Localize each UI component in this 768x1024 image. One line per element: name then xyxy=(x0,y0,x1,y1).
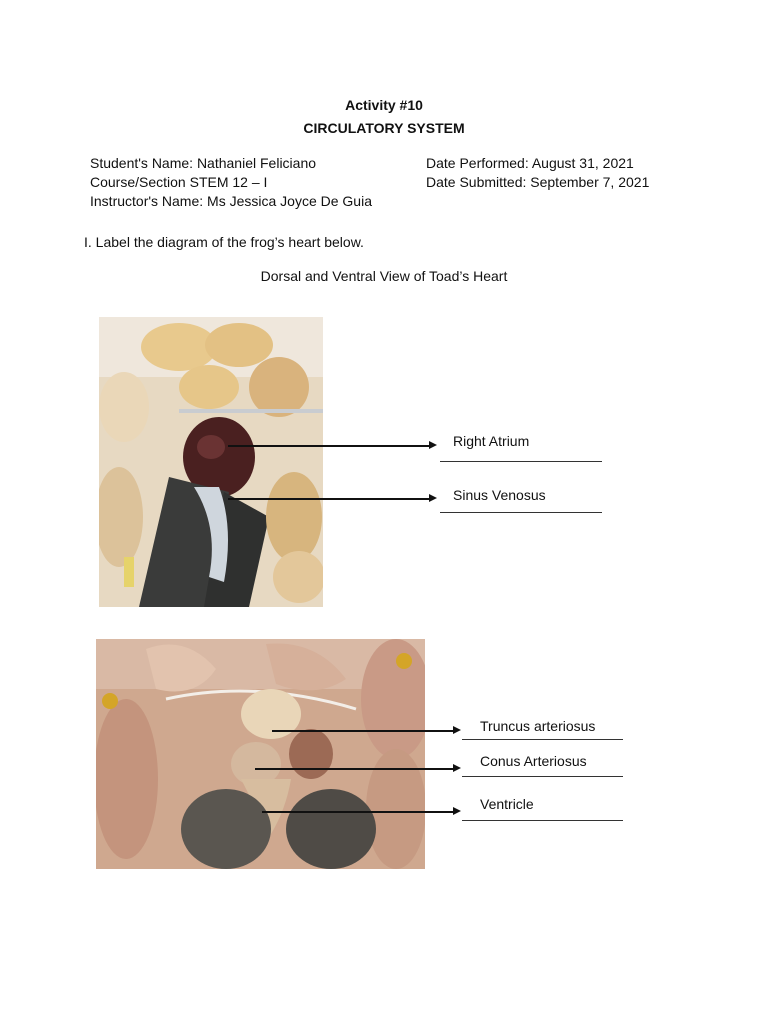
underline-conus-arteriosus xyxy=(462,776,623,777)
date-performed: Date Performed: August 31, 2021 xyxy=(426,155,634,171)
underline-sinus-venosus xyxy=(440,512,602,513)
dorsal-heart-photo xyxy=(99,317,323,607)
ventral-heart-photo xyxy=(96,639,425,869)
label-ventricle: Ventricle xyxy=(480,796,534,812)
student-name: Student's Name: Nathaniel Feliciano xyxy=(90,155,317,171)
date-submitted: Date Submitted: September 7, 2021 xyxy=(426,174,650,190)
instructor-name: Instructor's Name: Ms Jessica Joyce De Guia xyxy=(90,193,372,209)
label-conus-arteriosus: Conus Arteriosus xyxy=(480,753,587,769)
activity-title: Activity #10 xyxy=(345,97,423,113)
arrow-right-atrium xyxy=(228,445,430,447)
underline-ventricle xyxy=(462,820,623,821)
arrow-truncus-arteriosus xyxy=(272,730,454,732)
arrow-conus-arteriosus xyxy=(255,768,454,770)
underline-truncus-arteriosus xyxy=(462,739,623,740)
arrow-ventricle xyxy=(262,811,454,813)
label-sinus-venosus: Sinus Venosus xyxy=(453,487,546,503)
label-right-atrium: Right Atrium xyxy=(453,433,530,449)
arrow-sinus-venosus xyxy=(228,498,430,500)
label-truncus-arteriosus: Truncus arteriosus xyxy=(480,718,596,734)
topic-title: CIRCULATORY SYSTEM xyxy=(303,120,465,136)
underline-right-atrium xyxy=(440,461,602,462)
instruction-text: I. Label the diagram of the frog’s heart below. xyxy=(84,234,364,250)
course-section: Course/Section STEM 12 – I xyxy=(90,174,268,190)
diagram-title: Dorsal and Ventral View of Toad’s Heart xyxy=(260,268,508,284)
